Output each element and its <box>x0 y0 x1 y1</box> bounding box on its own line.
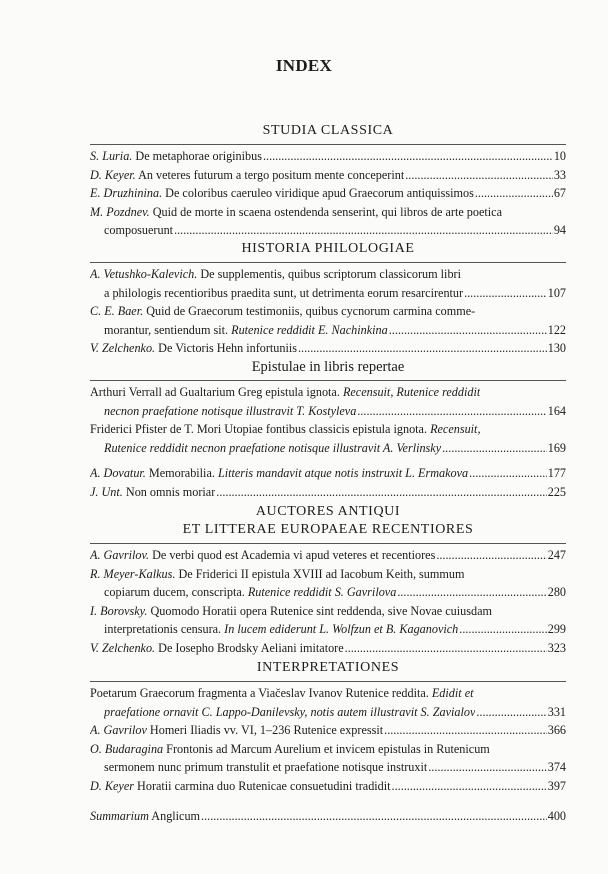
toc-entry[interactable]: A. Gavrilov Homeri Iliadis vv. VI, 1–236 Rutenice expressit ..... 366 <box>90 721 566 740</box>
page-title: INDEX <box>275 56 333 75</box>
page-number: 107 <box>547 285 566 300</box>
page-number: 323 <box>547 640 566 655</box>
page-number: 169 <box>547 440 566 455</box>
toc-entry[interactable]: J. Unt. Non omnis moriar ..... 225 <box>90 483 566 502</box>
summary-entry-block <box>90 807 566 826</box>
page-number: 400 <box>547 809 566 823</box>
page-number: 280 <box>547 585 566 600</box>
section-epistulae <box>90 358 566 502</box>
toc-entry[interactable]: Summarium Anglicum ..... 400 <box>90 807 566 826</box>
section-heading: INTERPRETATIONES <box>90 659 566 682</box>
section-auctores-antiqui <box>90 503 566 658</box>
toc-entry[interactable]: V. Zelchenko. De Iosepho Brodsky Aeliani imitatore ..... 323 <box>90 639 566 658</box>
page-number: 130 <box>547 341 566 356</box>
page-number: 374 <box>547 760 566 775</box>
page-number: 10 <box>553 149 566 163</box>
section-heading: STUDIA CLASSICA <box>90 122 566 145</box>
page-number: 164 <box>547 403 566 418</box>
page-number: 33 <box>553 167 566 182</box>
toc-entry[interactable]: D. Keyer Horatii carmina duo Rutenicae consuetudini tradidit ..... 397 <box>90 777 566 796</box>
page-number: 67 <box>553 186 566 201</box>
page-number: 397 <box>547 778 566 793</box>
section-heading: Epistulae in libris repertae <box>90 358 566 381</box>
page-number: 331 <box>547 704 566 719</box>
section-studia-classica <box>90 122 566 240</box>
toc-entry[interactable]: Arthuri Verrall ad Gualtarium Greg epistula ignota. Recensuit, Rutenice reddidit necnon praefatione notisque illustravit T. Kostyleva ..... 164 <box>90 383 566 420</box>
page-number: 247 <box>547 548 566 562</box>
toc-entry[interactable]: I. Borovsky. Quomodo Horatii opera Rutenice sint reddenda, sive Novae cuiusdam interpretationis censura. In lucem ediderunt L. Wolfzun et B. Kaganovich ..... 299 <box>90 602 566 639</box>
section-heading: AUCTORES ANTIQUI ET LITTERAE EUROPAEAE RECENTIORES <box>90 503 566 544</box>
toc-entry[interactable]: C. E. Baer. Quid de Graecorum testimoniis, quibus cycnorum carmina comme- morantur, sentiendum sit. Rutenice reddidit E. Nachinkina ..... 122 <box>90 302 566 339</box>
page-number: 122 <box>547 322 566 337</box>
toc-entry[interactable]: O. Budaragina Frontonis ad Marcum Aurelium et invicem epistulas in Rutenicum sermonem nunc primum transtulit et praefatione notisque instruxit ..... 374 <box>90 740 566 777</box>
page-number: 299 <box>547 622 566 637</box>
toc-entry[interactable]: A. Vetushko-Kalevich. De supplementis, quibus scriptorum classicorum libri a philologis recentioribus praedita sunt, ut detrimenta eorum resarcirentur ..... 107 <box>90 265 566 302</box>
toc-entry[interactable]: Poetarum Graecorum fragmenta a Viačeslav Ivanov Rutenice reddita. Edidit et praefatione ornavit C. Lappo-Danilevsky, notis autem illustravit S. Zavialov ..... 331 <box>90 684 566 721</box>
page-number: 94 <box>553 223 566 238</box>
toc-entry[interactable]: V. Zelchenko. De Victoris Hehn infortuniis ..... 130 <box>90 339 566 358</box>
toc-entry[interactable]: E. Druzhinina. De coloribus caeruleo viridique apud Graecorum antiquissimos ..... 67 <box>90 184 566 203</box>
toc-entry[interactable]: D. Keyer. An veteres futurum a tergo positum mente conceperint ..... 33 <box>90 166 566 185</box>
page-number: 366 <box>547 723 566 738</box>
section-interpretationes <box>90 659 566 796</box>
page-number: 225 <box>547 484 566 499</box>
toc-entry[interactable]: A. Gavrilov. De verbi quod est Academia vi apud veteres et recentiores ..... 247 <box>90 546 566 565</box>
toc-entry[interactable]: A. Dovatur. Memorabilia. Litteris mandavit atque notis instruxit L. Ermakova ..... 177 <box>90 464 566 483</box>
toc-entry[interactable]: R. Meyer-Kalkus. De Friderici II epistula XVIII ad Iacobum Keith, summum copiarum ducem, conscripta. Rutenice reddidit S. Gavrilova ..... 280 <box>90 565 566 602</box>
toc-entry[interactable]: S. Luria. De metaphorae originibus ..... 10 <box>90 147 566 166</box>
section-heading: HISTORIA PHILOLOGIAE <box>90 240 566 263</box>
toc-entry[interactable]: M. Pozdnev. Quid de morte in scaena ostendenda senserint, qui libros de arte poetica composuerunt ..... 94 <box>90 203 566 240</box>
page-number: 177 <box>547 466 566 481</box>
toc-entry[interactable]: Friderici Pfister de T. Mori Utopiae fontibus classicis epistula ignota. Recensuit, Rutenice reddidit necnon praefatione notisque illustravit A. Verlinsky ..... 169 <box>90 420 566 457</box>
section-historia-philologiae <box>90 240 566 358</box>
